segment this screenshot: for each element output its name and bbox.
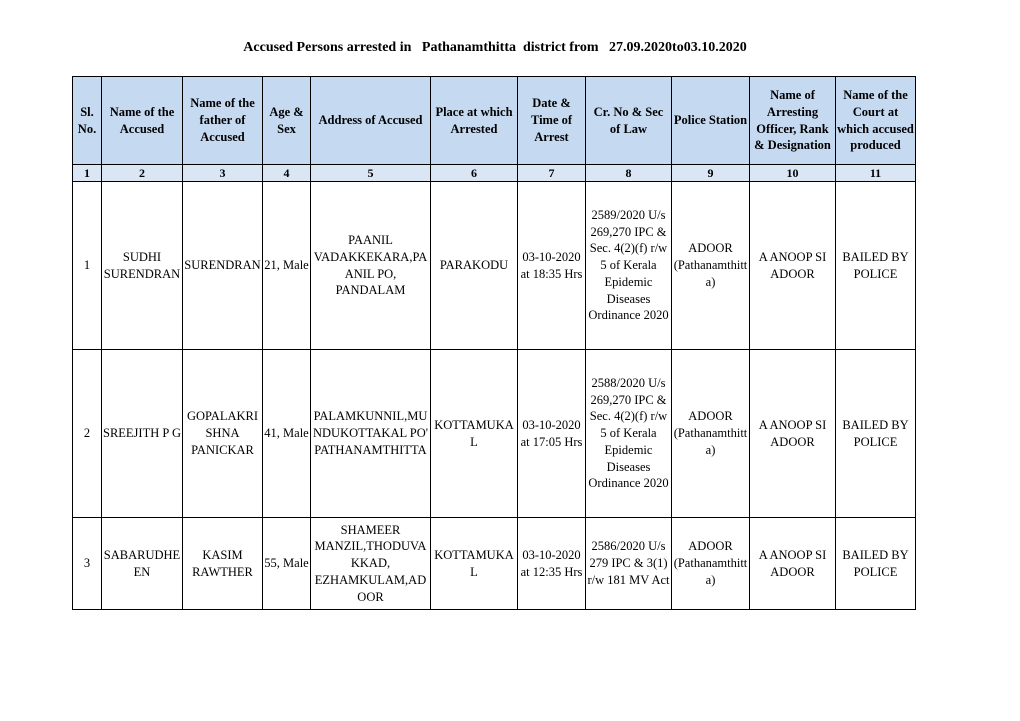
table-row [73, 518, 916, 610]
table-row [73, 350, 916, 518]
cell-date-time: 03-10-2020 at 12:35 Hrs [518, 518, 586, 610]
column-number: 10 [750, 165, 836, 182]
cell-sl-no: 1 [73, 182, 102, 350]
cell-place-arrested: KOTTAMUKAL [431, 518, 518, 610]
header-police-station: Police Station [672, 77, 750, 165]
header-date-time: Date & Time of Arrest [518, 77, 586, 165]
column-number: 2 [102, 165, 183, 182]
cell-court: BAILED BY POLICE [836, 350, 916, 518]
cell-place-arrested: KOTTAMUKAL [431, 350, 518, 518]
column-number: 8 [586, 165, 672, 182]
cell-sl-no: 2 [73, 350, 102, 518]
cell-age-sex: 21, Male [263, 182, 311, 350]
table-row [73, 182, 916, 350]
column-number: 5 [311, 165, 431, 182]
header-father-name: Name of the father of Accused [183, 77, 263, 165]
column-number: 3 [183, 165, 263, 182]
cell-father-name: SURENDRAN [183, 182, 263, 350]
header-place-arrested: Place at which Arrested [431, 77, 518, 165]
header-crime-no: Cr. No & Sec of Law [586, 77, 672, 165]
cell-place-arrested: PARAKODU [431, 182, 518, 350]
column-number-row [73, 165, 916, 182]
cell-accused-name: SABARUDHEEN [102, 518, 183, 610]
cell-father-name: GOPALAKRISHNA PANICKAR [183, 350, 263, 518]
cell-crime-no: 2588/2020 U/s 269,270 IPC & Sec. 4(2)(f) r/w 5 of Kerala Epidemic Diseases Ordinance 2020 [586, 350, 672, 518]
header-arresting-officer: Name of Arresting Officer, Rank & Designation [750, 77, 836, 165]
column-number: 7 [518, 165, 586, 182]
header-address: Address of Accused [311, 77, 431, 165]
header-row [73, 77, 916, 165]
cell-court: BAILED BY POLICE [836, 518, 916, 610]
header-accused-name: Name of the Accused [102, 77, 183, 165]
cell-arresting-officer: A ANOOP SI ADOOR [750, 350, 836, 518]
cell-date-time: 03-10-2020 at 18:35 Hrs [518, 182, 586, 350]
column-number: 4 [263, 165, 311, 182]
cell-accused-name: SREEJITH P G [102, 350, 183, 518]
cell-police-station: ADOOR (Pathanamthitta) [672, 182, 750, 350]
cell-address: SHAMEER MANZIL,THODUVAKKAD, EZHAMKULAM,ADOOR [311, 518, 431, 610]
cell-crime-no: 2589/2020 U/s 269,270 IPC & Sec. 4(2)(f) r/w 5 of Kerala Epidemic Diseases Ordinance 2020 [586, 182, 672, 350]
header-age-sex: Age & Sex [263, 77, 311, 165]
cell-sl-no: 3 [73, 518, 102, 610]
cell-age-sex: 41, Male [263, 350, 311, 518]
cell-father-name: KASIM RAWTHER [183, 518, 263, 610]
cell-address: PAANIL VADAKKEKARA,PAANIL PO, PANDALAM [311, 182, 431, 350]
arrest-table [72, 76, 916, 610]
document-title: Accused Persons arrested in Pathanamthitta district from 27.09.2020to03.10.2020 [243, 40, 747, 55]
header-sl-no: Sl. No. [73, 77, 102, 165]
column-number: 11 [836, 165, 916, 182]
cell-date-time: 03-10-2020 at 17:05 Hrs [518, 350, 586, 518]
cell-age-sex: 55, Male [263, 518, 311, 610]
cell-accused-name: SUDHI SURENDRAN [102, 182, 183, 350]
column-number: 9 [672, 165, 750, 182]
cell-police-station: ADOOR (Pathanamthitta) [672, 350, 750, 518]
cell-crime-no: 2586/2020 U/s 279 IPC & 3(1) r/w 181 MV Act [586, 518, 672, 610]
header-court: Name of the Court at which accused produced [836, 77, 916, 165]
column-number: 6 [431, 165, 518, 182]
cell-court: BAILED BY POLICE [836, 182, 916, 350]
cell-arresting-officer: A ANOOP SI ADOOR [750, 518, 836, 610]
column-number: 1 [73, 165, 102, 182]
cell-police-station: ADOOR (Pathanamthitta) [672, 518, 750, 610]
cell-address: PALAMKUNNIL,MUNDUKOTTAKAL PO' PATHANAMTHITTA [311, 350, 431, 518]
cell-arresting-officer: A ANOOP SI ADOOR [750, 182, 836, 350]
